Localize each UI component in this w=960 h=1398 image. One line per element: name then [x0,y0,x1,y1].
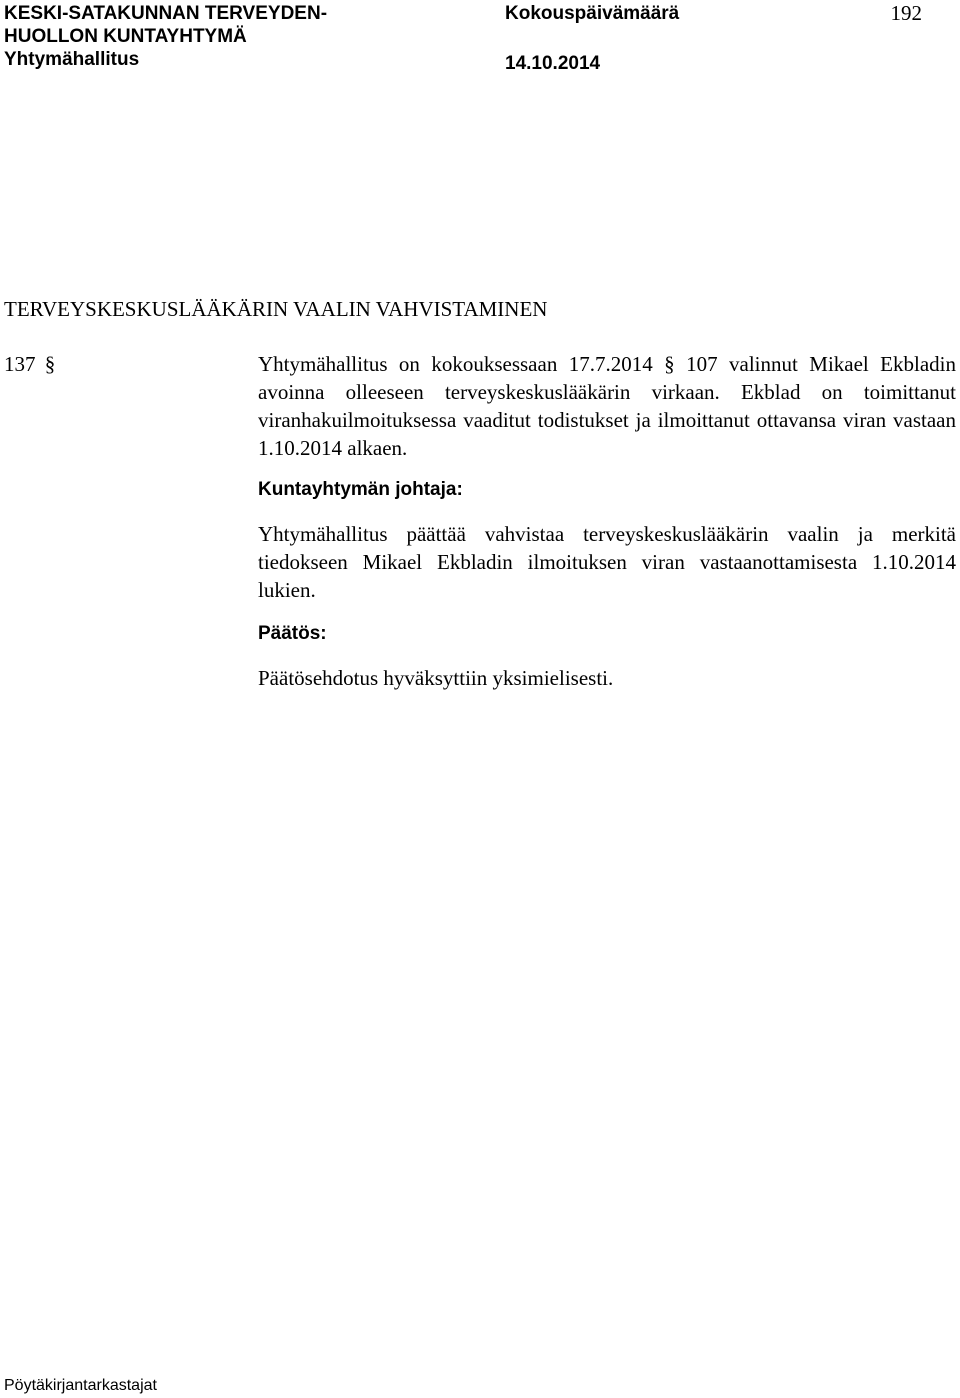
section-number-value: 137 [4,352,36,376]
intro-paragraph: Yhtymähallitus on kokouksessaan 17.7.2014 § 107 valinnut Mikael Ekbladin avoinna olleeseen terveyskeskuslääkärin virkaan. Ekblad on toimittanut viranhakuilmoituksessa vaaditut todistukset ja ilmoittanut ottavansa viran vastaan 1.10.2014 alkaen. [258,352,956,460]
decision-heading: Päätös: [258,623,327,644]
page-number: 192 [890,1,922,25]
document-body [258,350,956,692]
proposal-paragraph: Yhtymähallitus päättää vahvistaa terveyskeskuslääkärin vaalin ja merkitä tiedokseen Mikael Ekbladin ilmoituksen viran vastaanottamisesta 1.10.2014 lukien. [258,522,956,602]
decision-paragraph: Päätösehdotus hyväksyttiin yksimielisesti. [258,666,614,690]
section-number [4,350,55,378]
proposal-heading: Kuntayhtymän johtaja: [258,479,463,500]
meeting-date-value: 14.10.2014 [505,53,601,74]
org-line-2: HUOLLON KUNTAYHTYMÄ [4,26,247,47]
meeting-date-label: Kokouspäivämäärä [505,3,680,24]
org-line-3: Yhtymähallitus [4,49,140,70]
org-line-1: KESKI-SATAKUNNAN TERVEYDEN- [4,3,328,24]
organization-name [4,2,327,71]
footer-label: Pöytäkirjantarkastajat [4,1377,157,1394]
section-sign-icon: § [44,352,56,376]
document-title: TERVEYSKESKUSLÄÄKÄRIN VAALIN VAHVISTAMINEN [4,297,548,321]
